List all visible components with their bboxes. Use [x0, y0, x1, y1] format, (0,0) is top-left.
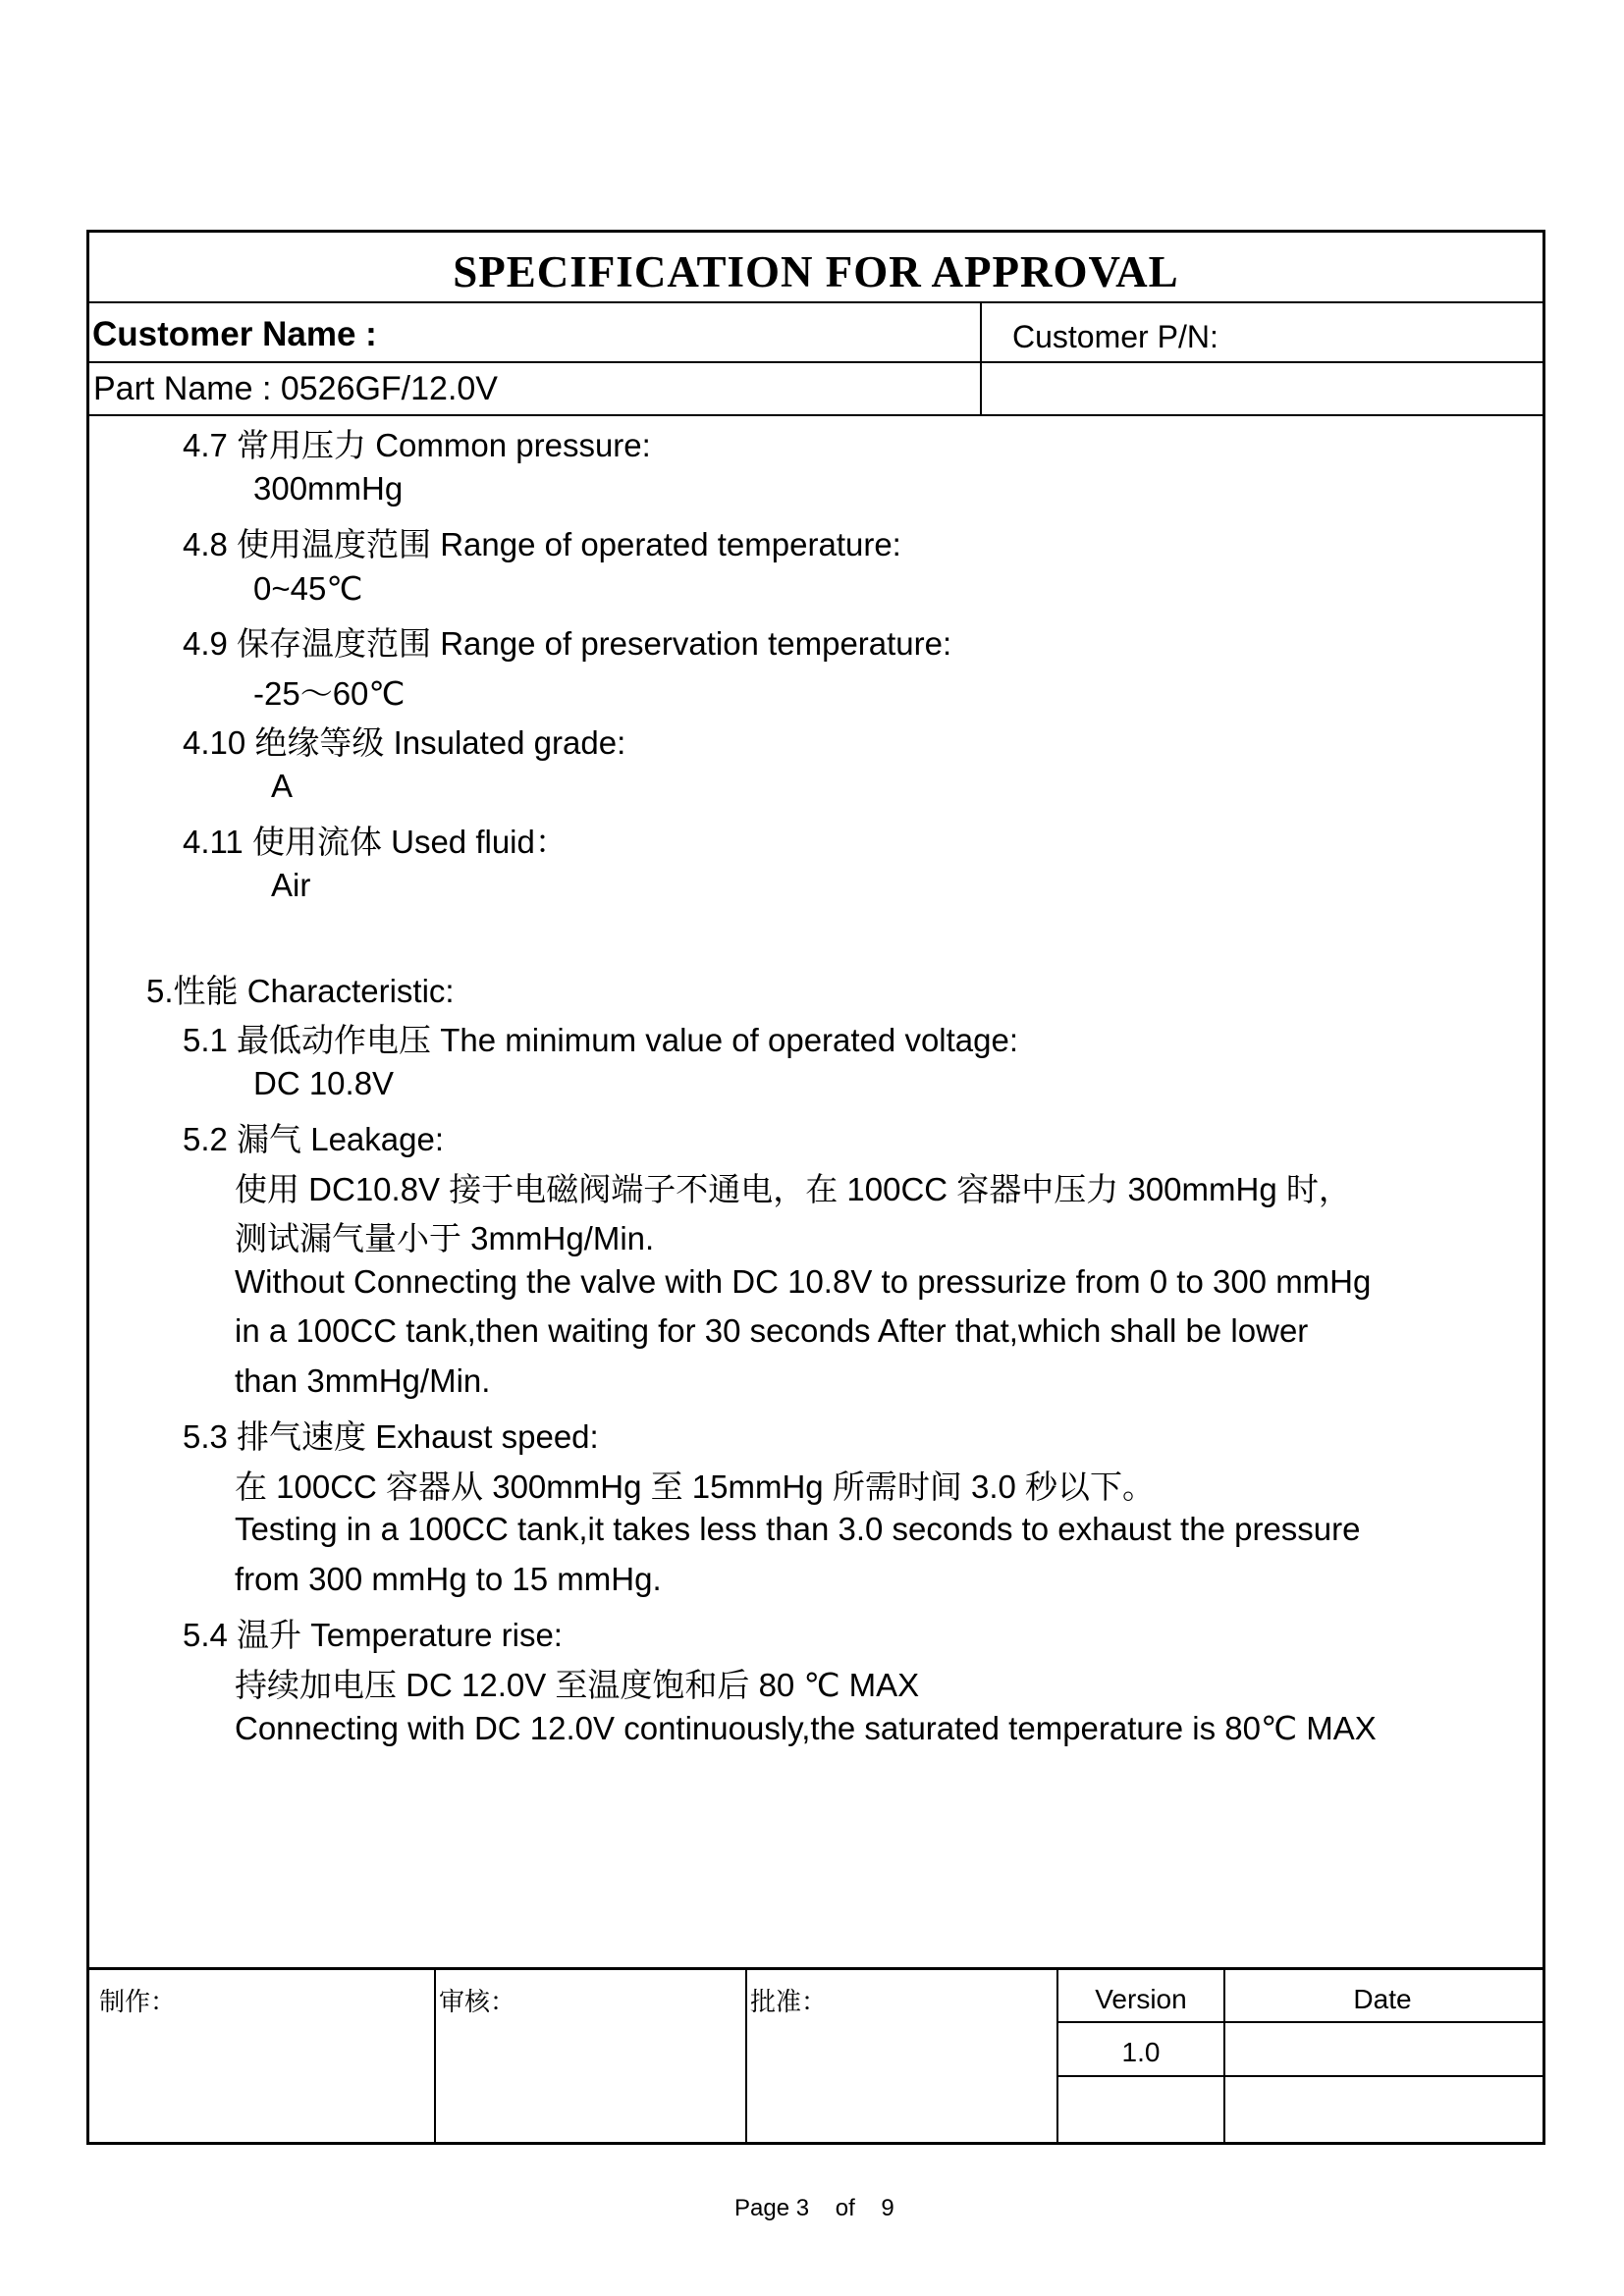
footer-row-line [1056, 2075, 1543, 2077]
spec-item-4-11: 4.11 使用流体 Used fluid： [183, 824, 568, 860]
spec-content [89, 416, 1543, 1967]
spec-item-5-3: 5.3 排气速度 Exhaust speed: [183, 1418, 599, 1455]
date-label: Date [1353, 1984, 1412, 2014]
spec-value-4-8: 0~45℃ [253, 570, 363, 607]
spec-item-5-1: 5.1 最低动作电压 The minimum value of operated voltage: [183, 1022, 1019, 1058]
version-label: Version [1095, 1984, 1187, 2014]
temperature-en-line: Connecting with DC 12.0V continuously,the saturated temperature is 80℃ MAX [235, 1710, 1377, 1746]
customer-pn-label: Customer P/N: [1012, 319, 1218, 354]
customer-name-label: Customer Name : [92, 315, 377, 353]
leakage-en-line-2: in a 100CC tank,then waiting for 30 seconds After that,which shall be lower [235, 1312, 1309, 1349]
made-by-label: 制作： [99, 1987, 177, 2016]
part-row [89, 363, 1543, 416]
spec-value-4-7: 300mmHg [253, 470, 404, 507]
spec-value-4-11: Air [271, 867, 311, 903]
exhaust-en-line-1: Testing in a 100CC tank,it takes less than 3.0 seconds to exhaust the pressure [235, 1511, 1361, 1547]
spec-form [86, 230, 1545, 2145]
leakage-cn-line-2: 测试漏气量小于 3mmHg/Min. [235, 1220, 655, 1256]
signature-block [89, 1967, 1543, 2142]
footer-divider [434, 1970, 436, 2142]
spec-item-5-2: 5.2 漏气 Leakage: [183, 1121, 444, 1157]
section-5-heading: 5.性能 Characteristic: [146, 973, 455, 1009]
part-name: Part Name : 0526GF/12.0V [93, 370, 498, 407]
leakage-cn-line-1: 使用 DC10.8V 接于电磁阀端子不通电，在 100CC 容器中压力 300mmHg 时， [235, 1171, 1351, 1207]
customer-row [89, 303, 1543, 363]
header-divider [980, 303, 982, 361]
leakage-en-line-1: Without Connecting the valve with DC 10.8V to pressurize from 0 to 300 mmHg [235, 1263, 1372, 1300]
document-title: SPECIFICATION FOR APPROVAL [89, 233, 1543, 303]
temperature-cn-line: 持续加电压 DC 12.0V 至温度饱和后 80 ℃ MAX [235, 1667, 920, 1703]
spec-value-4-10: A [271, 768, 294, 804]
approved-by-label: 批准： [750, 1987, 828, 2016]
spec-value-4-9: -25～60℃ [253, 675, 406, 712]
spec-item-4-7: 4.7 常用压力 Common pressure: [183, 427, 651, 463]
version-value: 1.0 [1121, 2037, 1161, 2067]
header-divider [980, 363, 982, 414]
exhaust-cn-line: 在 100CC 容器从 300mmHg 至 15mmHg 所需时间 3.0 秒以下。 [235, 1468, 1156, 1505]
spec-value-5-1: DC 10.8V [253, 1065, 395, 1101]
leakage-en-line-3: than 3mmHg/Min. [235, 1362, 491, 1399]
page-label: Page 3 of 9 [734, 2195, 894, 2221]
exhaust-en-line-2: from 300 mmHg to 15 mmHg. [235, 1561, 662, 1597]
spec-item-4-10: 4.10 绝缘等级 Insulated grade: [183, 724, 626, 761]
spec-item-5-4: 5.4 温升 Temperature rise: [183, 1617, 563, 1653]
footer-divider [745, 1970, 747, 2142]
footer-row-line [1056, 2021, 1543, 2023]
reviewed-by-label: 审核： [439, 1987, 516, 2016]
spec-item-4-9: 4.9 保存温度范围 Range of preservation temperature: [183, 625, 952, 662]
spec-item-4-8: 4.8 使用温度范围 Range of operated temperature: [183, 526, 901, 562]
